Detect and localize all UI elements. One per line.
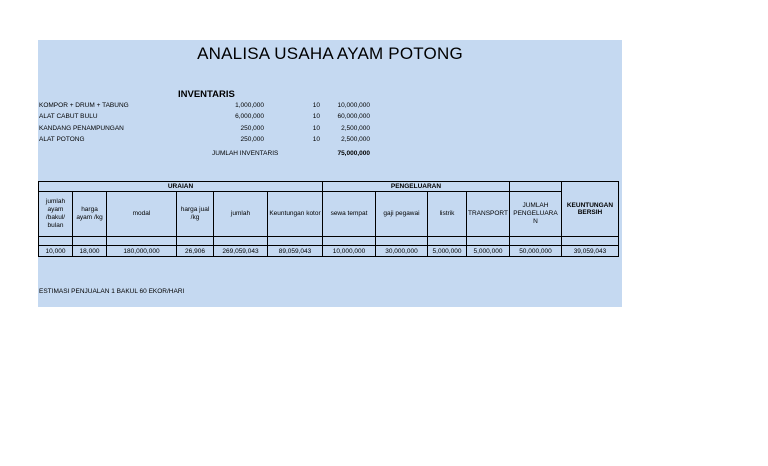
inventaris-row bbox=[38, 136, 622, 147]
keuntungan-kotor-header: Keuntungan kotor bbox=[268, 192, 323, 237]
modal-value: 180,000,000 bbox=[107, 246, 177, 257]
table-row bbox=[39, 246, 619, 257]
harga-jual-value: 26,906 bbox=[177, 246, 214, 257]
gaji-pegawai-value: 30,000,000 bbox=[376, 246, 428, 257]
inventaris-item-qty: 10 bbox=[312, 125, 320, 132]
inventaris-item-qty: 10 bbox=[312, 113, 320, 120]
inventaris-sum-label: JUMLAH INVENTARIS bbox=[212, 150, 279, 157]
gaji-pegawai-header: gaji pegawai bbox=[376, 192, 428, 237]
analysis-table bbox=[38, 181, 619, 257]
inventaris-item-price: 1,000,000 bbox=[235, 102, 264, 109]
inventaris-item-total: 2,500,000 bbox=[341, 125, 370, 132]
sewa-tempat-value: 10,000,000 bbox=[323, 246, 376, 257]
jumlah-pengeluaran-header: JUMLAH PENGELUARA N bbox=[509, 192, 561, 237]
inventaris-item-total: 60,000,000 bbox=[337, 113, 370, 120]
inventaris-item-price: 250,000 bbox=[240, 125, 264, 132]
inventaris-item-qty: 10 bbox=[312, 102, 320, 109]
keuntungan-bersih-header: KEUNTUNGAN BERSIH bbox=[561, 182, 618, 237]
page-title: ANALISA USAHA AYAM POTONG bbox=[197, 44, 463, 63]
jumlah-header: jumlah bbox=[214, 192, 268, 237]
inventaris-item-name: KANDANG PENAMPUNGAN bbox=[39, 125, 124, 132]
inventaris-row bbox=[38, 102, 622, 113]
footnote: ESTIMASI PENJUALAN 1 BAKUL 60 EKOR/HARI bbox=[39, 288, 185, 295]
inventaris-item-total: 2,500,000 bbox=[341, 136, 370, 143]
inventaris-item-qty: 10 bbox=[312, 136, 320, 143]
listrik-value: 5,000,000 bbox=[428, 246, 467, 257]
jumlah-value: 269,059,043 bbox=[214, 246, 268, 257]
keuntungan-bersih-value: 39,059,043 bbox=[561, 246, 618, 257]
spreadsheet-area bbox=[38, 40, 622, 307]
modal-header: modal bbox=[107, 192, 177, 237]
listrik-header: listrik bbox=[428, 192, 467, 237]
jumlah-pengeluaran-value: 50,000,000 bbox=[509, 246, 561, 257]
table-column-header-row bbox=[39, 192, 619, 237]
inventaris-item-name: ALAT POTONG bbox=[39, 136, 85, 143]
transport-value: 5,000,000 bbox=[467, 246, 510, 257]
harga-ayam-value: 18,000 bbox=[73, 246, 107, 257]
harga-jual-header: harga jual /kg bbox=[177, 192, 214, 237]
empty-header-cell bbox=[509, 182, 561, 192]
transport-header: TRANSPORT bbox=[467, 192, 510, 237]
inventaris-heading: INVENTARIS bbox=[178, 89, 235, 100]
pengeluaran-group-header: PENGELUARAN bbox=[323, 182, 510, 192]
keuntungan-kotor-value: 89,059,043 bbox=[268, 246, 323, 257]
inventaris-row bbox=[38, 113, 622, 124]
uraian-group-header: URAIAN bbox=[39, 182, 323, 192]
harga-ayam-header: harga ayam /kg bbox=[73, 192, 107, 237]
inventaris-item-name: ALAT CABUT BULU bbox=[39, 113, 98, 120]
inventaris-row bbox=[38, 125, 622, 136]
jumlah-ayam-value: 10,000 bbox=[39, 246, 73, 257]
sewa-tempat-header: sewa tempat bbox=[323, 192, 376, 237]
inventaris-item-price: 250,000 bbox=[240, 136, 264, 143]
inventaris-item-total: 10,000,000 bbox=[337, 102, 370, 109]
inventaris-item-name: KOMPOR + DRUM + TABUNG bbox=[39, 102, 129, 109]
inventaris-sum-value: 75,000,000 bbox=[337, 150, 370, 157]
table-group-header-row bbox=[39, 182, 619, 192]
jumlah-ayam-header: jumlah ayam /bakul/ bulan bbox=[39, 192, 73, 237]
table-blank-row bbox=[39, 237, 619, 246]
inventaris-item-price: 6,000,000 bbox=[235, 113, 264, 120]
